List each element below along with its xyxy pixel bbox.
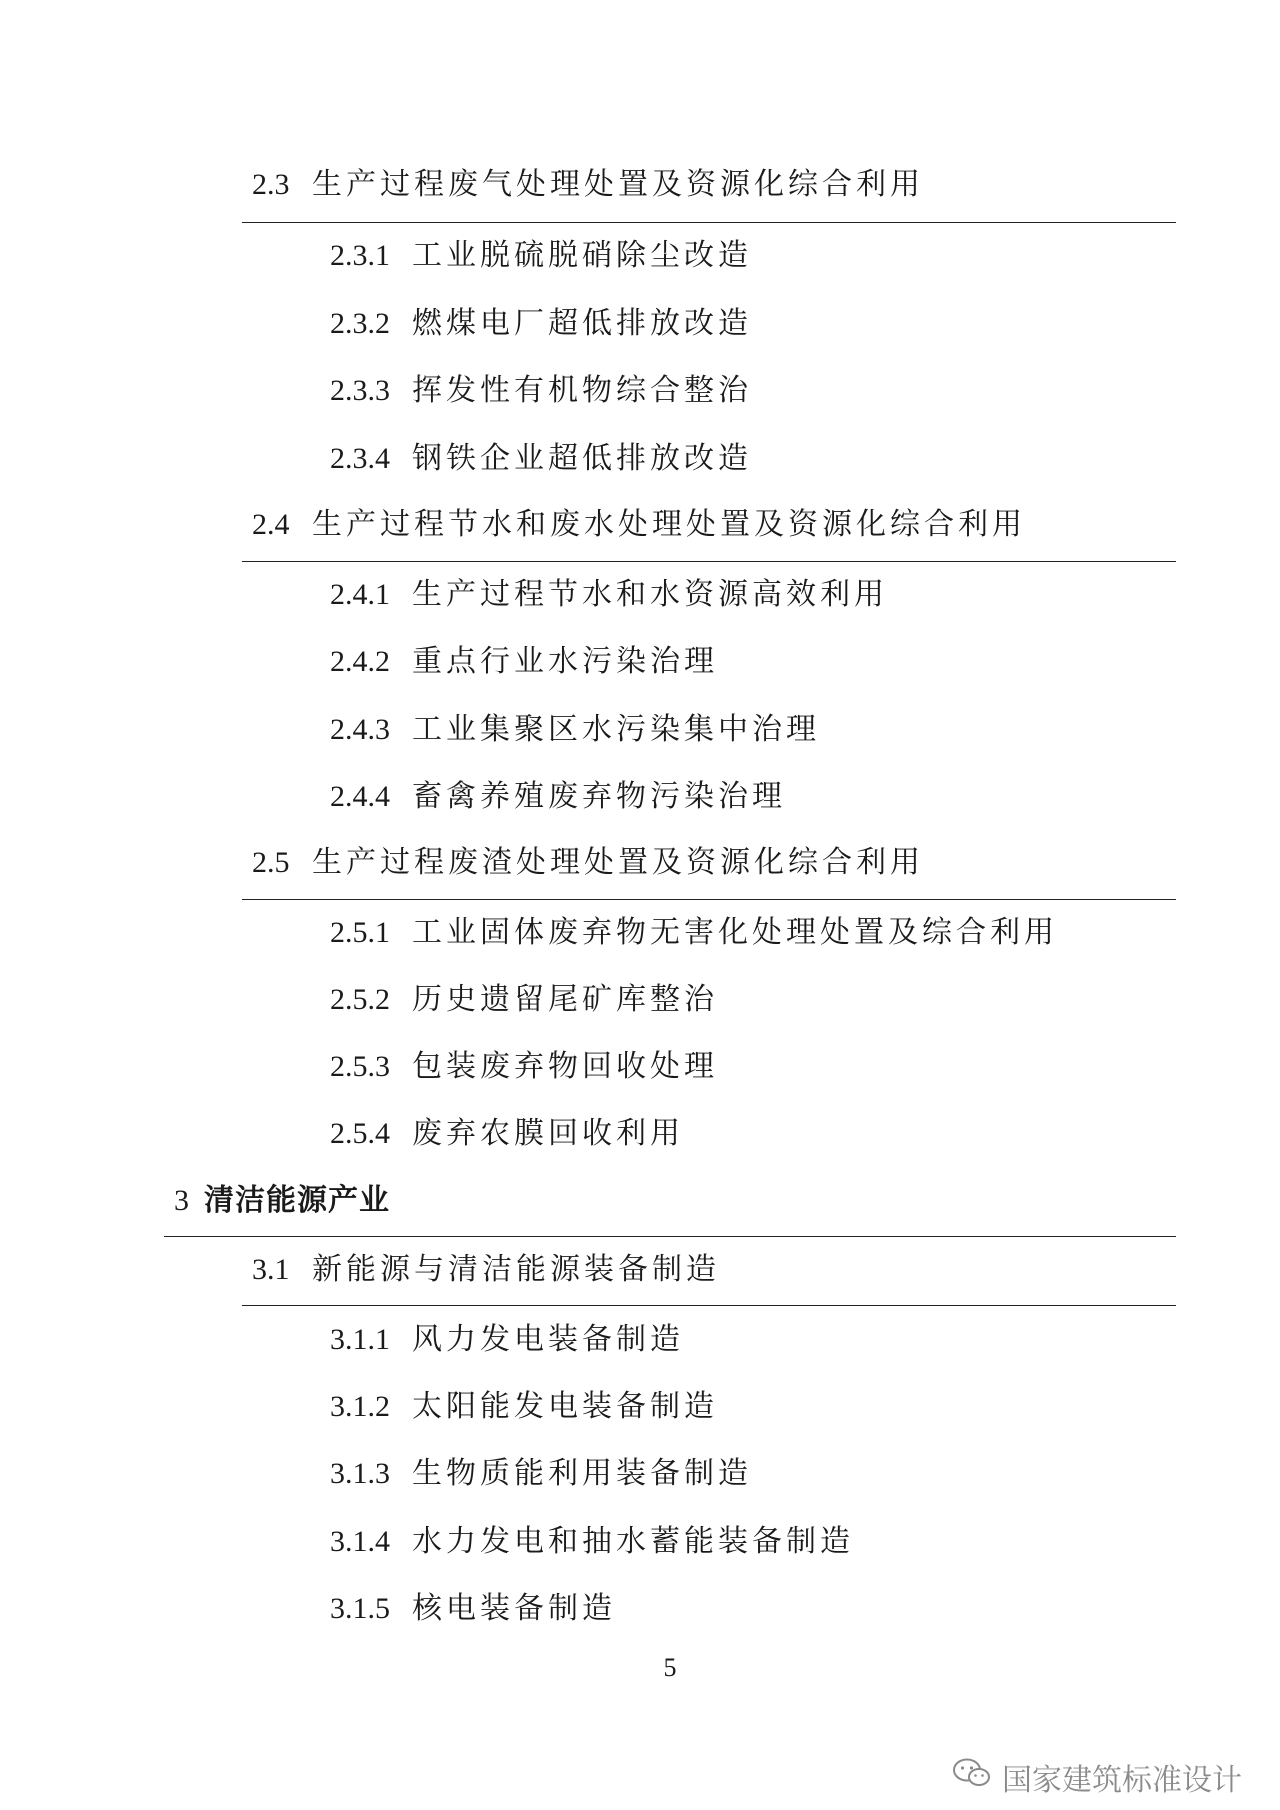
toc-subsection [330,1047,718,1087]
toc-subsection [330,575,888,615]
watermark [952,1755,1242,1799]
subsection-number: 2.3.3 [330,374,390,407]
toc-subsection [330,236,752,276]
toc-subsection [330,913,1058,953]
subsection-number: 2.5.3 [330,1050,390,1083]
chapter-number: 3 [174,1184,189,1217]
subsection-title: 核电装备制造 [412,1591,616,1626]
section-title: 生产过程节水和废水处理处置及资源化综合利用 [312,507,1026,542]
subsection-title: 工业集聚区水污染集中治理 [412,712,820,747]
subsection-title: 重点行业水污染治理 [412,644,718,679]
toc-section-heading [252,165,924,205]
subsection-title: 畜禽养殖废弃物污染治理 [412,779,786,814]
toc-subsection [330,710,820,750]
subsection-number: 2.3.2 [330,307,390,340]
subsection-number: 3.1.1 [330,1323,390,1356]
subsection-number: 3.1.4 [330,1525,390,1558]
subsection-number: 2.3.1 [330,239,390,272]
subsection-number: 2.3.4 [330,442,390,475]
subsection-title: 历史遗留尾矿库整治 [412,982,718,1017]
subsection-number: 2.5.2 [330,983,390,1016]
toc-subsection [330,304,752,344]
section-number: 3.1 [252,1253,290,1286]
section-title: 新能源与清洁能源装备制造 [312,1252,720,1287]
chapter-title: 清洁能源产业 [204,1183,390,1218]
wechat-icon [952,1757,992,1797]
subsection-number: 2.5.1 [330,916,390,949]
section-number: 2.5 [252,846,290,879]
section-rule [242,561,1176,562]
section-rule [242,1305,1176,1306]
subsection-number: 2.4.3 [330,713,390,746]
subsection-number: 3.1.3 [330,1457,390,1490]
subsection-title: 燃煤电厂超低排放改造 [412,306,752,341]
toc-section-heading [252,843,924,883]
subsection-number: 3.1.2 [330,1390,390,1423]
subsection-title: 风力发电装备制造 [412,1322,684,1357]
subsection-title: 挥发性有机物综合整治 [412,373,752,408]
page-number: 5 [663,1653,677,1682]
toc-subsection [330,439,752,479]
toc-subsection [330,1114,684,1154]
toc-subsection [330,1589,616,1629]
subsection-number: 3.1.5 [330,1592,390,1625]
section-title: 生产过程废渣处理处置及资源化综合利用 [312,845,924,880]
toc-chapter-heading [174,1181,390,1221]
toc-subsection [330,1320,684,1360]
subsection-title: 生物质能利用装备制造 [412,1456,752,1491]
toc-section-heading [252,1250,720,1290]
toc-subsection [330,642,718,682]
chapter-rule [164,1236,1176,1237]
subsection-number: 2.4.1 [330,578,390,611]
toc-subsection [330,777,786,817]
subsection-title: 太阳能发电装备制造 [412,1389,718,1424]
section-rule [242,222,1176,223]
toc-subsection [330,1522,854,1562]
toc-section-heading [252,505,1026,545]
toc-subsection [330,1387,718,1427]
subsection-title: 水力发电和抽水蓄能装备制造 [412,1524,854,1559]
subsection-title: 生产过程节水和水资源高效利用 [412,577,888,612]
toc-subsection [330,980,718,1020]
section-rule [242,899,1176,900]
subsection-number: 2.5.4 [330,1117,390,1150]
subsection-title: 工业脱硫脱硝除尘改造 [412,238,752,273]
subsection-title: 废弃农膜回收利用 [412,1116,684,1151]
subsection-number: 2.4.2 [330,645,390,678]
subsection-title: 钢铁企业超低排放改造 [412,441,752,476]
subsection-title: 包装废弃物回收处理 [412,1049,718,1084]
section-title: 生产过程废气处理处置及资源化综合利用 [312,167,924,202]
section-number: 2.4 [252,508,290,541]
toc-subsection [330,371,752,411]
toc-subsection [330,1454,752,1494]
watermark-text: 国家建筑标准设计 [1002,1763,1242,1798]
subsection-number: 2.4.4 [330,780,390,813]
section-number: 2.3 [252,168,290,201]
subsection-title: 工业固体废弃物无害化处理处置及综合利用 [412,915,1058,950]
